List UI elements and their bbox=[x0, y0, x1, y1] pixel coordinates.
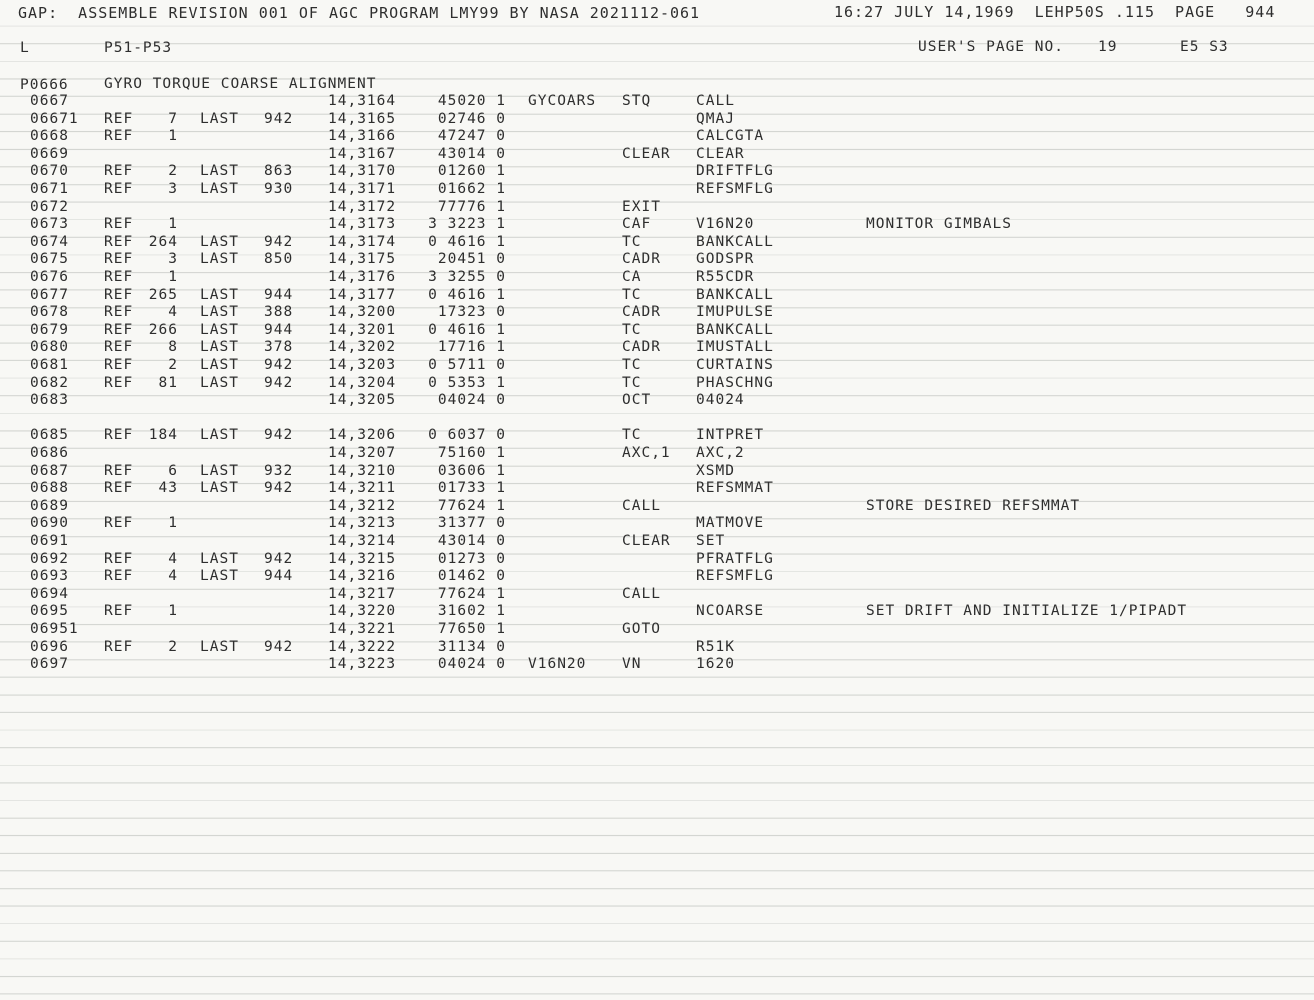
machine-word: 01462 0 bbox=[437, 568, 506, 585]
listing-row bbox=[0, 251, 1314, 268]
address: 14,3211 bbox=[328, 480, 397, 497]
last-page: 378 bbox=[264, 339, 294, 356]
listing-row bbox=[0, 128, 1314, 145]
operand: IMUSTALL bbox=[696, 339, 774, 356]
ref-number: 8 bbox=[168, 339, 178, 356]
opcode: CAF bbox=[622, 216, 652, 233]
ref-number: 6 bbox=[168, 462, 178, 479]
last-keyword: LAST bbox=[200, 304, 239, 321]
ref-keyword: REF bbox=[104, 462, 134, 479]
operand: QMAJ bbox=[696, 110, 735, 127]
line-number: 0694 bbox=[30, 585, 69, 602]
listing-row bbox=[0, 181, 1314, 198]
ref-keyword: REF bbox=[104, 286, 134, 303]
ref-number: 4 bbox=[168, 304, 178, 321]
machine-word: 47247 0 bbox=[437, 128, 506, 145]
address: 14,3206 bbox=[328, 427, 397, 444]
line-number: 0689 bbox=[30, 497, 69, 514]
operand: AXC,2 bbox=[696, 445, 745, 461]
machine-word: 20451 0 bbox=[437, 251, 506, 268]
last-page: 930 bbox=[264, 181, 294, 197]
machine-word: 17323 0 bbox=[437, 304, 506, 321]
machine-word: 31602 1 bbox=[437, 603, 506, 620]
listing-row bbox=[0, 111, 1314, 128]
line-number: 0685 bbox=[30, 427, 69, 444]
ref-keyword: REF bbox=[104, 568, 134, 585]
address: 14,3203 bbox=[328, 357, 397, 373]
line-number: 0672 bbox=[30, 198, 69, 215]
opcode: TC bbox=[622, 374, 642, 391]
ref-number: 1 bbox=[168, 128, 178, 145]
operand: R51K bbox=[696, 638, 735, 655]
machine-word: 45020 1 bbox=[437, 93, 506, 109]
operand: PHASCHNG bbox=[696, 374, 774, 391]
address: 14,3207 bbox=[328, 445, 397, 461]
last-page: 944 bbox=[264, 568, 294, 585]
ref-number: 2 bbox=[168, 357, 178, 373]
last-keyword: LAST bbox=[200, 321, 239, 338]
page-code: E5 S3 bbox=[1180, 39, 1229, 55]
line-number: 06671 bbox=[30, 110, 79, 127]
opcode: TC bbox=[622, 233, 642, 250]
operand: NCOARSE bbox=[696, 603, 765, 620]
line-number: 0674 bbox=[30, 233, 69, 250]
opcode: AXC,1 bbox=[622, 445, 671, 461]
opcode: OCT bbox=[622, 392, 652, 409]
line-number: 0675 bbox=[30, 251, 69, 268]
operand: PFRATFLG bbox=[696, 550, 774, 567]
last-page: 850 bbox=[264, 251, 294, 268]
line-number: 0670 bbox=[30, 163, 69, 180]
machine-word: 75160 1 bbox=[437, 445, 506, 461]
machine-word: 31377 0 bbox=[437, 515, 506, 532]
operand: R55CDR bbox=[696, 269, 755, 285]
listing-row bbox=[0, 216, 1314, 233]
last-page: 942 bbox=[264, 427, 294, 444]
listing-row bbox=[0, 304, 1314, 321]
operand: MATMOVE bbox=[696, 515, 765, 532]
last-keyword: LAST bbox=[200, 638, 239, 655]
machine-word: 0 4616 1 bbox=[428, 233, 506, 250]
address: 14,3216 bbox=[328, 568, 397, 585]
opcode: CA bbox=[622, 269, 642, 285]
listing-row bbox=[0, 603, 1314, 620]
opcode: CADR bbox=[622, 251, 661, 268]
opcode: TC bbox=[622, 286, 642, 303]
listing-row bbox=[0, 551, 1314, 568]
last-keyword: LAST bbox=[200, 357, 239, 373]
address: 14,3173 bbox=[328, 216, 397, 233]
address: 14,3213 bbox=[328, 515, 397, 532]
machine-word: 0 5711 0 bbox=[428, 357, 506, 373]
address: 14,3174 bbox=[328, 233, 397, 250]
ref-keyword: REF bbox=[104, 339, 134, 356]
address: 14,3175 bbox=[328, 251, 397, 268]
line-number: 0677 bbox=[30, 286, 69, 303]
last-keyword: LAST bbox=[200, 550, 239, 567]
ref-keyword: REF bbox=[104, 515, 134, 532]
listing-row bbox=[0, 234, 1314, 251]
opcode: TC bbox=[622, 357, 642, 373]
listing-row bbox=[0, 357, 1314, 374]
ref-keyword: REF bbox=[104, 550, 134, 567]
machine-word: 17716 1 bbox=[437, 339, 506, 356]
machine-word: 3 3255 0 bbox=[428, 269, 506, 285]
listing-row bbox=[0, 93, 1314, 110]
opcode: STQ bbox=[622, 93, 652, 109]
ref-number: 4 bbox=[168, 550, 178, 567]
comment: STORE DESIRED REFSMMAT bbox=[866, 497, 1081, 514]
address: 14,3204 bbox=[328, 374, 397, 391]
ref-keyword: REF bbox=[104, 357, 134, 373]
address: 14,3200 bbox=[328, 304, 397, 321]
last-keyword: LAST bbox=[200, 427, 239, 444]
address: 14,3221 bbox=[328, 621, 397, 637]
machine-word: 04024 0 bbox=[437, 392, 506, 409]
address: 14,3202 bbox=[328, 339, 397, 356]
last-keyword: LAST bbox=[200, 374, 239, 391]
machine-word: 0 5353 1 bbox=[428, 374, 506, 391]
listing-row bbox=[0, 269, 1314, 286]
listing-row bbox=[0, 163, 1314, 180]
comment: SET DRIFT AND INITIALIZE 1/PIPADT bbox=[866, 603, 1188, 620]
line-number: 0673 bbox=[30, 216, 69, 233]
ref-keyword: REF bbox=[104, 427, 134, 444]
ref-keyword: REF bbox=[104, 304, 134, 321]
address: 14,3220 bbox=[328, 603, 397, 620]
line-number: 0688 bbox=[30, 480, 69, 497]
operand: CURTAINS bbox=[696, 357, 774, 373]
last-page: 944 bbox=[264, 321, 294, 338]
ref-number: 264 bbox=[148, 233, 178, 250]
ref-number: 266 bbox=[148, 321, 178, 338]
listing-row bbox=[0, 339, 1314, 356]
operand: CLEAR bbox=[696, 145, 745, 162]
ref-number: 3 bbox=[168, 251, 178, 268]
line-number: 0668 bbox=[30, 128, 69, 145]
address: 14,3212 bbox=[328, 497, 397, 514]
line-number: 0686 bbox=[30, 445, 69, 461]
ref-keyword: REF bbox=[104, 163, 134, 180]
operand: SET bbox=[696, 533, 726, 549]
address: 14,3171 bbox=[328, 181, 397, 197]
ref-number: 81 bbox=[158, 374, 178, 391]
last-page: 944 bbox=[264, 286, 294, 303]
machine-word: 77650 1 bbox=[437, 621, 506, 637]
machine-word: 77624 1 bbox=[437, 585, 506, 602]
address: 14,3223 bbox=[328, 656, 397, 673]
opcode: CLEAR bbox=[622, 145, 671, 162]
ref-keyword: REF bbox=[104, 251, 134, 268]
machine-word: 0 4616 1 bbox=[428, 286, 506, 303]
opcode: CALL bbox=[622, 585, 661, 602]
listing-row bbox=[0, 515, 1314, 532]
last-keyword: LAST bbox=[200, 181, 239, 197]
operand: REFSMFLG bbox=[696, 568, 774, 585]
opcode: EXIT bbox=[622, 198, 661, 215]
listing-row bbox=[0, 410, 1314, 427]
operand: 04024 bbox=[696, 392, 745, 409]
address: 14,3167 bbox=[328, 145, 397, 162]
ref-keyword: REF bbox=[104, 181, 134, 197]
ref-keyword: REF bbox=[104, 216, 134, 233]
listing-row bbox=[0, 586, 1314, 603]
address: 14,3210 bbox=[328, 462, 397, 479]
machine-word: 0 6037 0 bbox=[428, 427, 506, 444]
address: 14,3164 bbox=[328, 93, 397, 109]
address: 14,3166 bbox=[328, 128, 397, 145]
operand: BANKCALL bbox=[696, 321, 774, 338]
listing-row bbox=[0, 392, 1314, 409]
line-number: 0683 bbox=[30, 392, 69, 409]
ref-number: 265 bbox=[148, 286, 178, 303]
ref-number: 2 bbox=[168, 163, 178, 180]
last-keyword: LAST bbox=[200, 480, 239, 497]
operand: IMUPULSE bbox=[696, 304, 774, 321]
address: 14,3222 bbox=[328, 638, 397, 655]
operand: BANKCALL bbox=[696, 286, 774, 303]
subheader-marker: L bbox=[20, 40, 30, 56]
ref-number: 4 bbox=[168, 568, 178, 585]
address: 14,3215 bbox=[328, 550, 397, 567]
last-keyword: LAST bbox=[200, 286, 239, 303]
opcode: GOTO bbox=[622, 621, 661, 637]
listing-row bbox=[0, 533, 1314, 550]
machine-word: 0 4616 1 bbox=[428, 321, 506, 338]
operand: BANKCALL bbox=[696, 233, 774, 250]
operand: GODSPR bbox=[696, 251, 755, 268]
ref-number: 2 bbox=[168, 638, 178, 655]
ref-keyword: REF bbox=[104, 638, 134, 655]
listing-row bbox=[0, 621, 1314, 638]
line-number: 0681 bbox=[30, 357, 69, 373]
line-number: 0676 bbox=[30, 269, 69, 285]
users-page-number: 19 bbox=[1098, 39, 1118, 55]
ref-keyword: REF bbox=[104, 603, 134, 620]
ref-number: 43 bbox=[158, 480, 178, 497]
line-number: 0682 bbox=[30, 374, 69, 391]
line-number: 0697 bbox=[30, 656, 69, 673]
opcode: CALL bbox=[622, 497, 661, 514]
listing-row bbox=[0, 639, 1314, 656]
symbol-label: V16N20 bbox=[528, 656, 587, 673]
line-number: 0691 bbox=[30, 533, 69, 549]
ref-keyword: REF bbox=[104, 128, 134, 145]
machine-word: 77624 1 bbox=[437, 497, 506, 514]
ref-number: 1 bbox=[168, 216, 178, 233]
ref-number: 3 bbox=[168, 181, 178, 197]
ref-keyword: REF bbox=[104, 321, 134, 338]
last-page: 388 bbox=[264, 304, 294, 321]
line-number: 0671 bbox=[30, 181, 69, 197]
operand: INTPRET bbox=[696, 427, 765, 444]
ref-keyword: REF bbox=[104, 233, 134, 250]
ref-keyword: REF bbox=[104, 480, 134, 497]
line-number: 0695 bbox=[30, 603, 69, 620]
last-page: 942 bbox=[264, 357, 294, 373]
last-keyword: LAST bbox=[200, 233, 239, 250]
line-number: 06951 bbox=[30, 621, 79, 637]
last-page: 932 bbox=[264, 462, 294, 479]
machine-word: 03606 1 bbox=[437, 462, 506, 479]
last-keyword: LAST bbox=[200, 163, 239, 180]
address: 14,3172 bbox=[328, 198, 397, 215]
ref-number: 1 bbox=[168, 269, 178, 285]
address: 14,3214 bbox=[328, 533, 397, 549]
operand: 1620 bbox=[696, 656, 735, 673]
machine-word: 01273 0 bbox=[437, 550, 506, 567]
operand: XSMD bbox=[696, 462, 735, 479]
listing-row bbox=[0, 480, 1314, 497]
operand: CALL bbox=[696, 93, 735, 109]
address: 14,3165 bbox=[328, 110, 397, 127]
listing-row bbox=[0, 445, 1314, 462]
last-keyword: LAST bbox=[200, 568, 239, 585]
opcode: VN bbox=[622, 656, 642, 673]
line-number: 0696 bbox=[30, 638, 69, 655]
listing-row bbox=[0, 498, 1314, 515]
machine-word: 43014 0 bbox=[437, 533, 506, 549]
opcode: TC bbox=[622, 321, 642, 338]
listing-header-right: 16:27 JULY 14,1969 LEHP50S .115 PAGE 944 bbox=[834, 3, 1276, 21]
address: 14,3201 bbox=[328, 321, 397, 338]
line-number: 0669 bbox=[30, 145, 69, 162]
users-page-label: USER'S PAGE NO. bbox=[918, 39, 1064, 55]
last-page: 942 bbox=[264, 550, 294, 567]
listing-row bbox=[0, 463, 1314, 480]
listing-row bbox=[0, 568, 1314, 585]
last-keyword: LAST bbox=[200, 251, 239, 268]
listing-row bbox=[0, 375, 1314, 392]
listing-row bbox=[0, 427, 1314, 444]
ref-keyword: REF bbox=[104, 374, 134, 391]
listing-row bbox=[0, 322, 1314, 339]
machine-word: 04024 0 bbox=[437, 656, 506, 673]
line-number: 0692 bbox=[30, 550, 69, 567]
listing-header-left: GAP: ASSEMBLE REVISION 001 OF AGC PROGRAM LMY99 BY NASA 2021112-061 bbox=[18, 4, 701, 22]
opcode: CADR bbox=[622, 304, 661, 321]
last-page: 942 bbox=[264, 480, 294, 497]
ref-number: 184 bbox=[148, 427, 178, 444]
last-page: 942 bbox=[264, 110, 294, 127]
listing-row bbox=[0, 656, 1314, 673]
machine-word: 01733 1 bbox=[437, 480, 506, 497]
last-page: 942 bbox=[264, 233, 294, 250]
last-keyword: LAST bbox=[200, 462, 239, 479]
operand: REFSMMAT bbox=[696, 480, 774, 497]
machine-word: 01260 1 bbox=[437, 163, 506, 180]
line-number: 0678 bbox=[30, 304, 69, 321]
address: 14,3205 bbox=[328, 392, 397, 409]
comment: MONITOR GIMBALS bbox=[866, 216, 1012, 233]
machine-word: 43014 0 bbox=[437, 145, 506, 162]
ref-number: 7 bbox=[168, 110, 178, 127]
listing-row bbox=[0, 199, 1314, 216]
operand: V16N20 bbox=[696, 216, 755, 233]
listing-row bbox=[0, 287, 1314, 304]
address: 14,3176 bbox=[328, 269, 397, 285]
line-number: 0679 bbox=[30, 321, 69, 338]
line-number: 0680 bbox=[30, 339, 69, 356]
machine-word: 3 3223 1 bbox=[428, 216, 506, 233]
ref-keyword: REF bbox=[104, 110, 134, 127]
opcode: CADR bbox=[622, 339, 661, 356]
line-number: 0690 bbox=[30, 515, 69, 532]
last-page: 942 bbox=[264, 374, 294, 391]
machine-word: 02746 0 bbox=[437, 110, 506, 127]
last-keyword: LAST bbox=[200, 110, 239, 127]
address: 14,3217 bbox=[328, 585, 397, 602]
operand: CALCGTA bbox=[696, 128, 765, 145]
opcode: TC bbox=[622, 427, 642, 444]
opcode: CLEAR bbox=[622, 533, 671, 549]
ref-keyword: REF bbox=[104, 269, 134, 285]
line-number: 0693 bbox=[30, 568, 69, 585]
ref-number: 1 bbox=[168, 515, 178, 532]
symbol-label: GYCOARS bbox=[528, 93, 597, 109]
machine-word: 77776 1 bbox=[437, 198, 506, 215]
ref-number: 1 bbox=[168, 603, 178, 620]
operand: REFSMFLG bbox=[696, 181, 774, 197]
last-page: 942 bbox=[264, 638, 294, 655]
last-keyword: LAST bbox=[200, 339, 239, 356]
address: 14,3177 bbox=[328, 286, 397, 303]
section-title: GYRO TORQUE COARSE ALIGNMENT bbox=[104, 76, 377, 92]
machine-word: 31134 0 bbox=[437, 638, 506, 655]
address: 14,3170 bbox=[328, 163, 397, 180]
last-page: 863 bbox=[264, 163, 294, 180]
operand: DRIFTFLG bbox=[696, 163, 774, 180]
program-name: P51-P53 bbox=[104, 40, 173, 56]
section-line-number: P0666 bbox=[20, 77, 69, 93]
line-number: 0687 bbox=[30, 462, 69, 479]
listing-row bbox=[0, 146, 1314, 163]
machine-word: 01662 1 bbox=[437, 181, 506, 197]
line-number: 0667 bbox=[30, 93, 69, 109]
